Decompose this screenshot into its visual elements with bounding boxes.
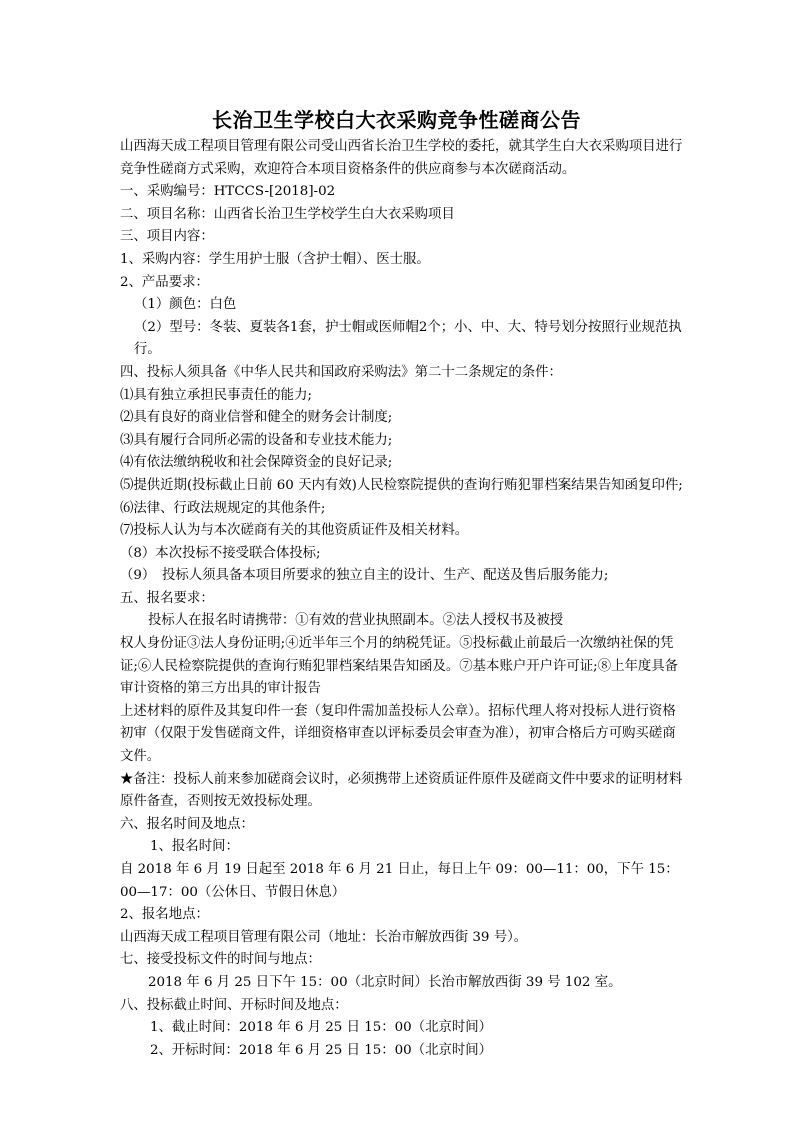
paragraph-16: （8）本次投标不接受联合体投标;	[120, 545, 321, 561]
document-title: 长治卫生学校白大衣采购竞争性磋商公告	[212, 108, 581, 132]
paragraph-0: 山西海天成工程项目管理有限公司受山西省长治卫生学校的委托，就其学生白大衣采购项目进行竞争性磋商方式采购，欢迎符合本项目资格条件的供应商参与本次磋商活动。	[120, 139, 683, 177]
paragraph-12: ⑷有依法缴纳税收和社会保障资金的良好记录;	[120, 455, 393, 471]
paragraph-22: ★备注：投标人前来参加磋商会议时，必须携带上述资质证件原件及磋商文件中要求的证明材料原件备查，否则按无效投标处理。	[120, 771, 683, 810]
paragraph-9: ⑴具有独立承担民事责任的能力;	[120, 387, 312, 403]
paragraph-28: 七、接受投标文件的时间与地点：	[120, 952, 321, 968]
paragraph-6: （1）颜色：白色	[134, 297, 237, 313]
paragraph-1: 一、采购编号：HTCCS-[2018]-02	[120, 184, 336, 200]
paragraph-3: 三、项目内容：	[120, 229, 214, 245]
paragraph-13: ⑸提供近期(投标截止日前 60 天内有效)人民检察院提供的查询行贿犯罪档案结果告知函复印件;	[120, 477, 683, 493]
paragraph-30: 八、投标截止时间、开标时间及地点：	[120, 997, 348, 1013]
paragraph-8: 四、投标人须具备《中华人民共和国政府采购法》第二十二条规定的条件：	[120, 364, 562, 380]
paragraph-20: 权人身份证③法人身份证明;④近半年三个月的纳税凭证。⑤投标截止前最后一次缴纳社保的凭证;⑥人民检察院提供的查询行贿犯罪档案结果告知函及。⑦基本账户开户许可证;⑧上年度具备审计资格的第三方出具的审计报告	[120, 636, 679, 697]
paragraph-10: ⑵具有良好的商业信誉和健全的财务会计制度;	[120, 410, 393, 426]
paragraph-32: 2、开标时间：2018 年 6 月 25 日 15：00（北京时间）	[150, 1042, 493, 1058]
paragraph-2: 二、项目名称：山西省长治卫生学校学生白大衣采购项目	[120, 206, 455, 222]
paragraph-5: 2、产品要求：	[120, 274, 209, 290]
paragraph-15: ⑺投标人认为与本次磋商有关的其他资质证件及相关材料。	[120, 523, 469, 539]
paragraph-19: 投标人在报名时请携带：①有效的营业执照副本。②法人授权书及被授	[148, 613, 564, 629]
paragraph-7: （2）型号：冬装、夏装各1套，护士帽或医师帽2个；小、中、大、特号划分按照行业规范执行。	[134, 319, 682, 358]
paragraph-24: 1、报名时间：	[150, 839, 239, 855]
paragraph-14: ⑹法律、行政法规规定的其他条件;	[120, 500, 326, 516]
document-body	[120, 136, 685, 1062]
paragraph-31: 1、截止时间：2018 年 6 月 25 日 15：00（北京时间）	[150, 1020, 493, 1036]
paragraph-17: （9） 投标人须具备本项目所要求的独立自主的设计、生产、配送及售后服务能力;	[120, 568, 609, 584]
paragraph-26: 2、报名地点：	[120, 907, 209, 923]
paragraph-29: 2018 年 6 月 25 日下午 15：00（北京时间）长治市解放西街 39 号 102 室。	[148, 974, 622, 990]
paragraph-27: 山西海天成工程项目管理有限公司（地址：长治市解放西街 39 号）。	[120, 929, 528, 945]
paragraph-11: ⑶具有履行合同所必需的设备和专业技术能力;	[120, 432, 393, 448]
paragraph-18: 五、报名要求：	[120, 590, 214, 606]
paragraph-23: 六、报名时间及地点：	[120, 816, 254, 832]
paragraph-25: 自 2018 年 6 月 19 日起至 2018 年 6 月 21 日止，每日上午 09：00—11：00，下午 15：00—17：00（公休日、节假日休息）	[120, 862, 679, 900]
paragraph-21: 上述材料的原件及其复印件一套（复印件需加盖投标人公章）。招标代理人将对投标人进行资格初审（仅限于发售磋商文件，详细资格审查以评标委员会审查为准），初审合格后方可购买磋商文件。	[120, 703, 676, 765]
paragraph-4: 1、采购内容：学生用护士服（含护士帽）、医士服。	[120, 251, 430, 267]
